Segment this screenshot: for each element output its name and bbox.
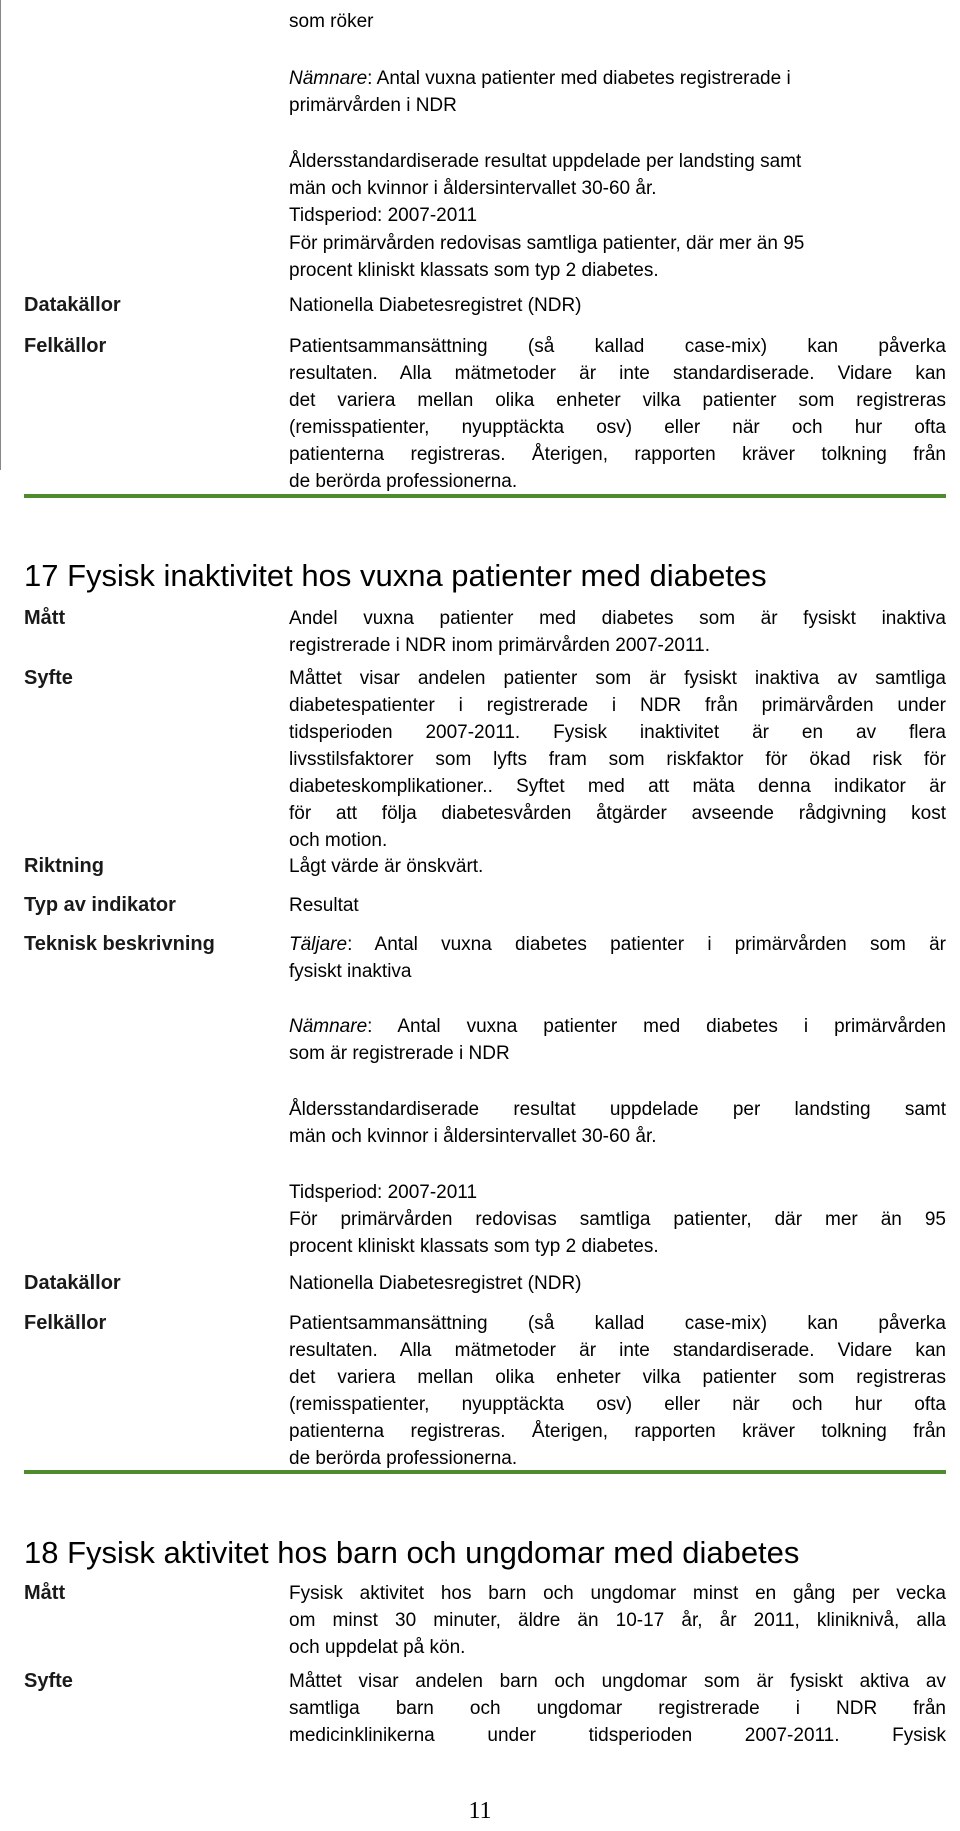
- text-line: för att följa diabetesvården åtgärder avseende rådgivning kost: [289, 803, 946, 824]
- text-line: de berörda professionerna.: [289, 1448, 518, 1469]
- text-line: de berörda professionerna.: [289, 471, 518, 492]
- datakallor-value: Nationella Diabetesregistret (NDR): [289, 295, 582, 316]
- text-line: (remisspatienter, nyupptäckta osv) eller när och hur ofta: [289, 1394, 946, 1415]
- felkallor-label: Felkällor: [24, 1312, 107, 1334]
- felkallor-text: [289, 333, 946, 495]
- text-line: patienterna registreras. Återigen, rapporten kräver tolkning från: [289, 1421, 946, 1442]
- text-line: livsstilsfaktorer som lyfts fram som riskfaktor för ökad risk för: [289, 749, 946, 770]
- text-line: För primärvården redovisas samtliga patienter, där mer än 95: [289, 1209, 946, 1230]
- text-line: som är registrerade i NDR: [289, 1043, 510, 1064]
- typ-av-indikator-label: Typ av indikator: [24, 894, 176, 916]
- namnare-label: Nämnare: [289, 1016, 368, 1037]
- text-line: (remisspatienter, nyupptäckta osv) eller när och hur ofta: [289, 417, 946, 438]
- matt-label: Mått: [24, 607, 66, 629]
- text-line: patienterna registreras. Återigen, rapporten kräver tolkning från: [289, 444, 946, 465]
- datakallor-label: Datakällor: [24, 1272, 121, 1294]
- namnare-line-2: primärvården i NDR: [289, 95, 457, 116]
- text-line: Patientsammansättning (så kallad case-mix) kan påverka: [289, 1313, 946, 1334]
- section-divider: [24, 494, 946, 498]
- text-line: om minst 30 minuter, äldre än 10-17 år, år 2011, kliniknivå, alla: [289, 1610, 946, 1631]
- text-line: Patientsammansättning (så kallad case-mix) kan påverka: [289, 336, 946, 357]
- syfte-label: Syfte: [24, 667, 73, 689]
- syfte-label: Syfte: [24, 1670, 73, 1692]
- text-line: diabetespatienter i registrerade i NDR från primärvården under: [289, 695, 946, 716]
- text-line: Andel vuxna patienter med diabetes som är fysiskt inaktiva: [289, 608, 946, 629]
- text-line: män och kvinnor i åldersintervallet 30-60 år.: [289, 1126, 657, 1147]
- taljare-label: Täljare: [289, 934, 348, 955]
- riktning-label: Riktning: [24, 855, 104, 877]
- text-line: tidsperioden 2007-2011. Fysisk inaktivitet är en av flera: [289, 722, 946, 743]
- tidsperiod-line: Tidsperiod: 2007-2011: [289, 205, 478, 226]
- namnare-text: [289, 1013, 946, 1067]
- datakallor-label: Datakällor: [24, 294, 121, 316]
- text-line: det variera mellan olika enheter vilka patienter som registreras: [289, 1367, 946, 1388]
- page-number: 11: [468, 1798, 492, 1824]
- tidsperiod-line: Tidsperiod: 2007-2011: [289, 1182, 478, 1203]
- riktning-value: Lågt värde är önskvärt.: [289, 856, 484, 877]
- datakallor-value: Nationella Diabetesregistret (NDR): [289, 1273, 582, 1294]
- namnare-line-1: Nämnare: Antal vuxna patienter med diabetes registrerade i: [289, 68, 791, 89]
- syfte-text: [289, 1668, 946, 1749]
- text-line: det variera mellan olika enheter vilka patienter som registreras: [289, 390, 946, 411]
- text-line: diabeteskomplikationer.. Syftet med att mäta denna indikator är: [289, 776, 946, 797]
- alder-line-1: Åldersstandardiserade resultat uppdelade per landsting samt: [289, 151, 802, 172]
- syfte-text: [289, 665, 946, 854]
- primar-text: [289, 1206, 946, 1260]
- text-line: registrerade i NDR inom primärvården 2007-2011.: [289, 635, 711, 656]
- text-line: Täljare: Antal vuxna diabetes patienter i primärvården som är: [289, 934, 946, 955]
- namnare-label: Nämnare: [289, 68, 368, 89]
- section-18-title: 18 Fysisk aktivitet hos barn och ungdomar med diabetes: [24, 1535, 800, 1570]
- text-line: resultaten. Alla mätmetoder är inte standardiserade. Vidare kan: [289, 363, 946, 384]
- text-line: procent kliniskt klassats som typ 2 diabetes.: [289, 1236, 659, 1257]
- text-line: Nämnare: Antal vuxna patienter med diabetes i primärvården: [289, 1016, 946, 1037]
- primar-line-1: För primärvården redovisas samtliga patienter, där mer än 95: [289, 233, 805, 254]
- left-table-border: [0, 0, 1, 470]
- section-17-title: 17 Fysisk inaktivitet hos vuxna patienter med diabetes: [24, 558, 767, 593]
- text-line: Åldersstandardiserade resultat uppdelade per landsting samt: [289, 1099, 946, 1120]
- felkallor-text: [289, 1310, 946, 1472]
- primar-line-2: procent kliniskt klassats som typ 2 diabetes.: [289, 260, 659, 281]
- text-line: och uppdelat på kön.: [289, 1637, 466, 1658]
- text-line: fysiskt inaktiva: [289, 961, 412, 982]
- teknisk-beskrivning-label: Teknisk beskrivning: [24, 933, 215, 955]
- text-line: Fysisk aktivitet hos barn och ungdomar minst en gång per vecka: [289, 1583, 946, 1604]
- alder-text: [289, 1096, 946, 1150]
- text-line: resultaten. Alla mätmetoder är inte standardiserade. Vidare kan: [289, 1340, 946, 1361]
- matt-text: [289, 605, 946, 659]
- matt-text: [289, 1580, 946, 1661]
- som-roker-line: som röker: [289, 11, 374, 32]
- typ-av-indikator-value: Resultat: [289, 895, 359, 916]
- text-line: samtliga barn och ungdomar registrerade i NDR från: [289, 1698, 946, 1719]
- felkallor-label: Felkällor: [24, 335, 107, 357]
- section-divider: [24, 1470, 946, 1474]
- matt-label: Mått: [24, 1582, 66, 1604]
- alder-line-2: män och kvinnor i åldersintervallet 30-60 år.: [289, 178, 657, 199]
- taljare-text: [289, 931, 946, 985]
- text-line: medicinklinikerna under tidsperioden 2007-2011. Fysisk: [289, 1725, 946, 1746]
- text-line: och motion.: [289, 830, 388, 851]
- text-line: Måttet visar andelen patienter som är fysiskt inaktiva av samtliga: [289, 668, 946, 689]
- text-line: Måttet visar andelen barn och ungdomar som är fysiskt aktiva av: [289, 1671, 946, 1692]
